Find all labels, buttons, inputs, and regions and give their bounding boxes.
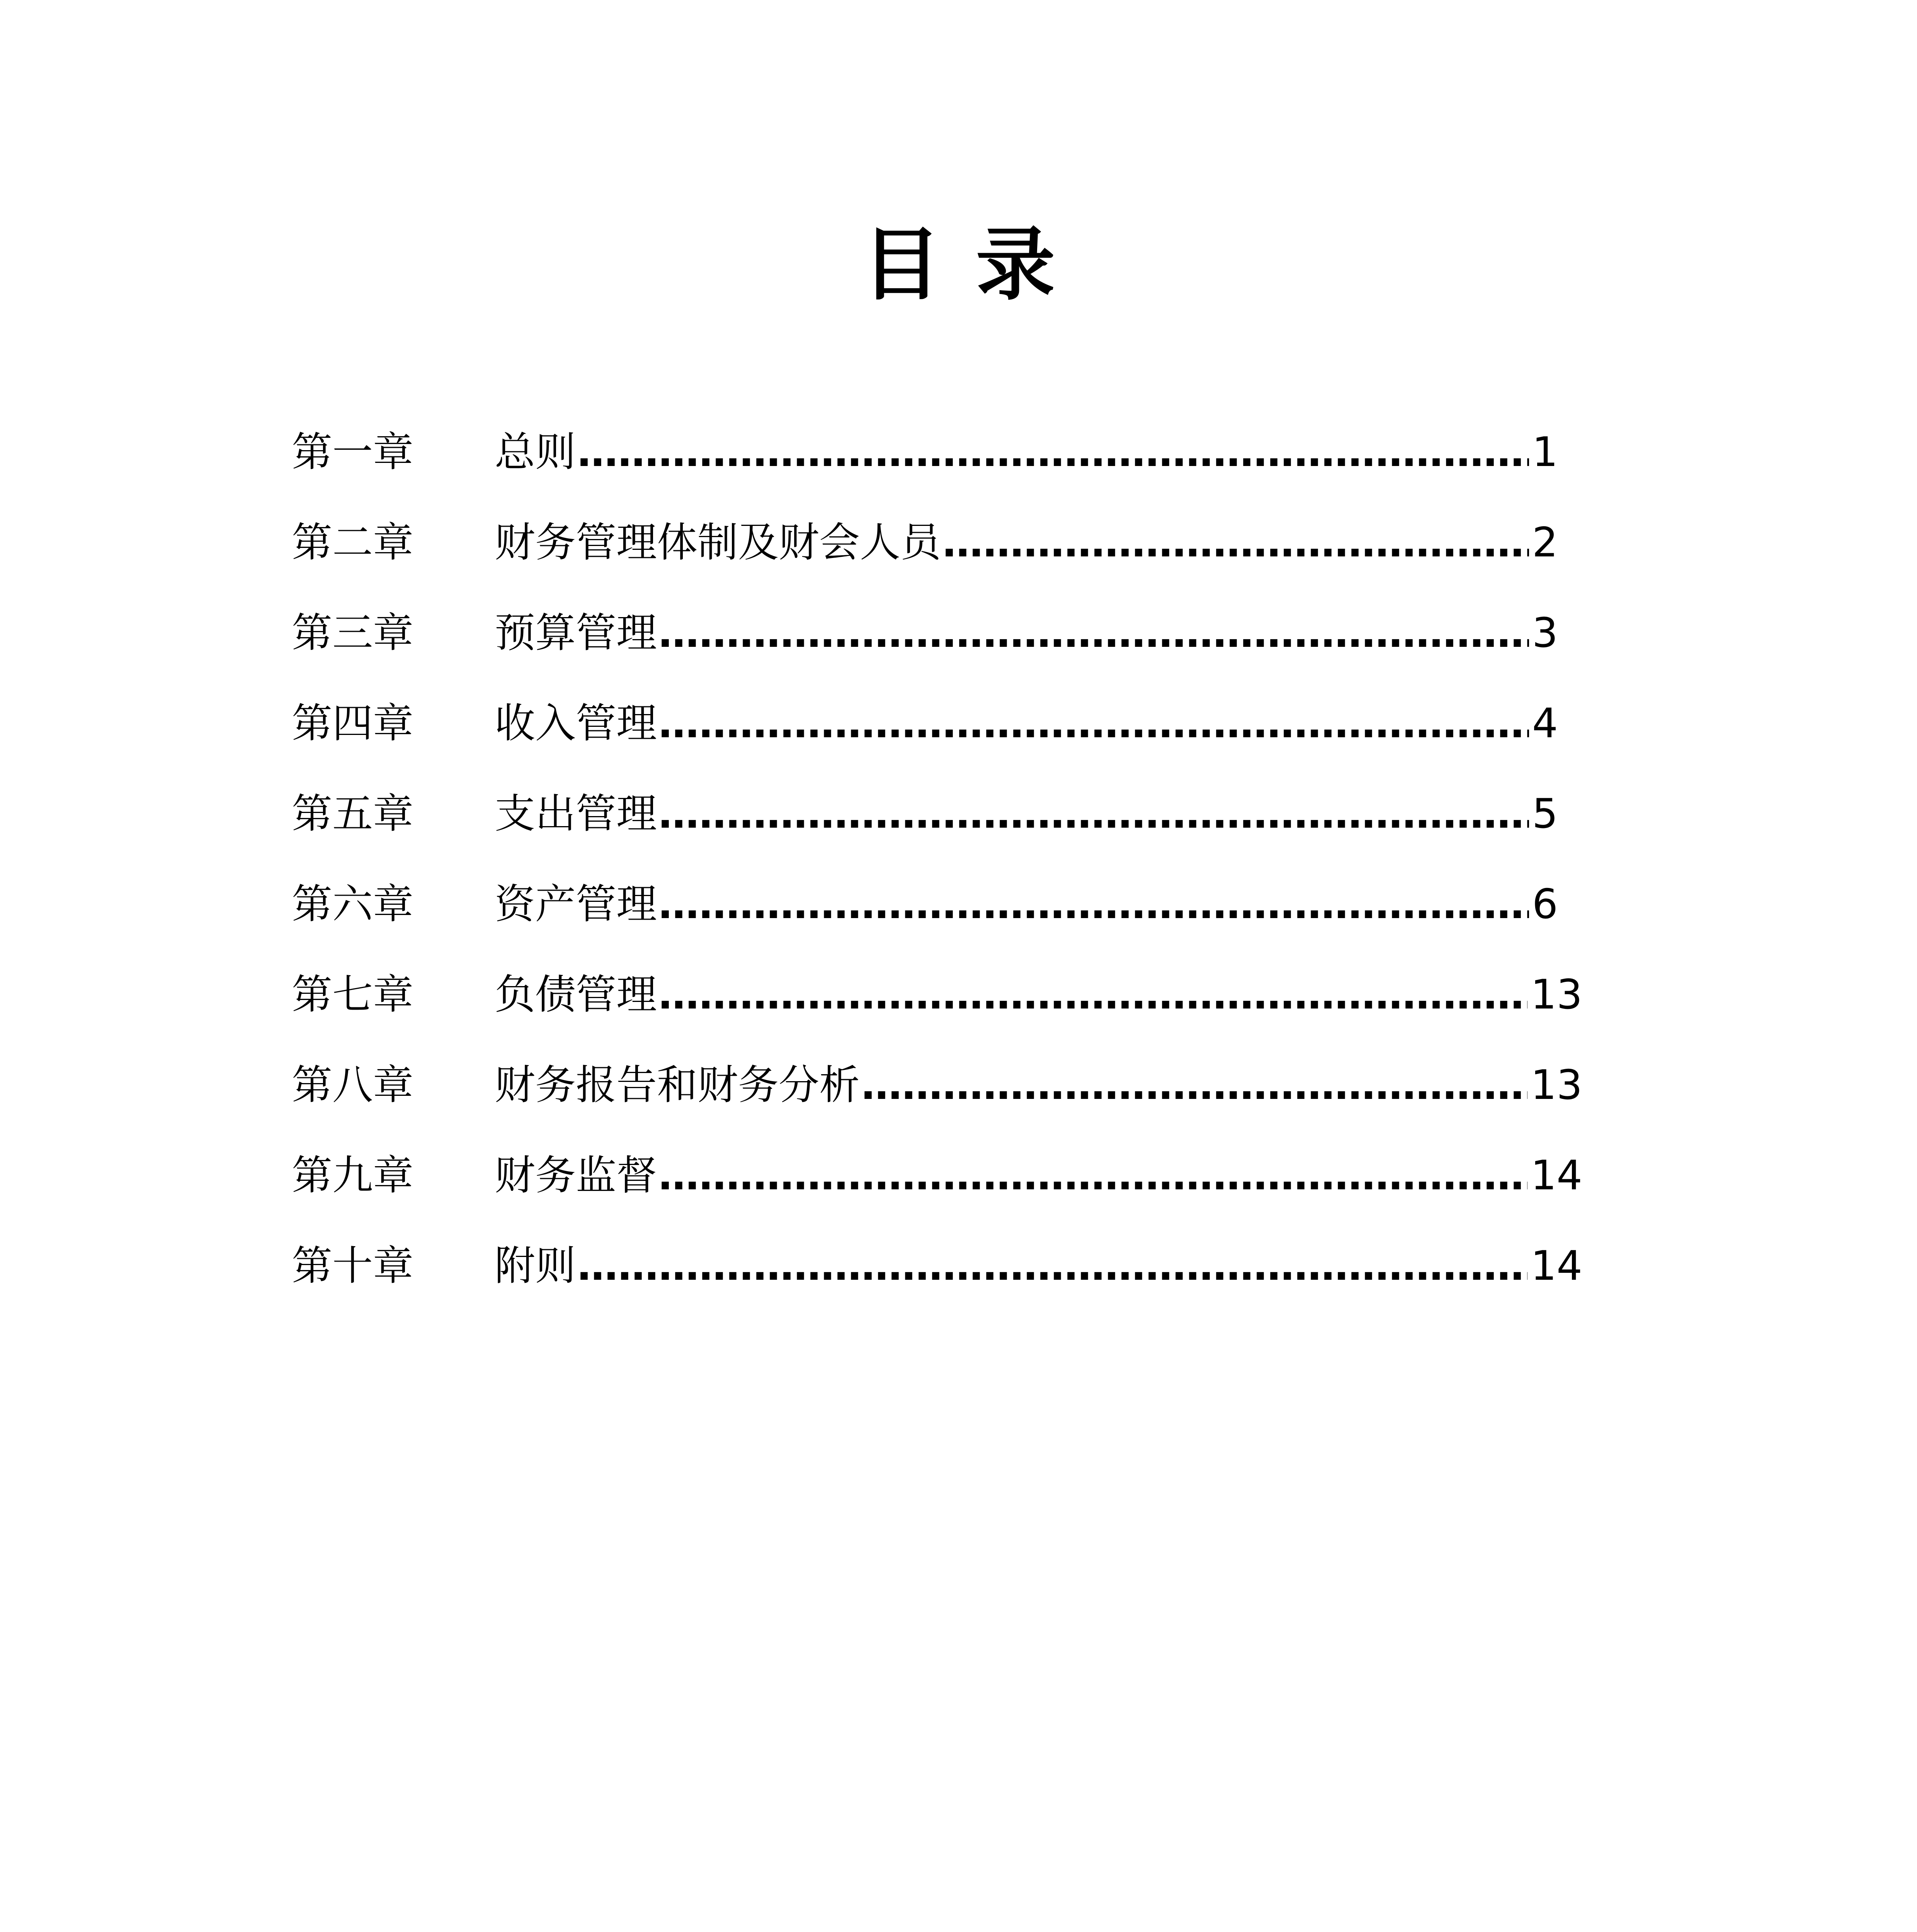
toc-dot-leader <box>577 425 1529 479</box>
toc-chapter-title: 资产管理 <box>495 881 657 928</box>
toc-dot-leader <box>577 1239 1527 1293</box>
toc-page-number: 1 <box>1532 429 1558 476</box>
toc-chapter-title: 财务管理体制及财会人员 <box>495 519 941 566</box>
toc-chapter-number: 第四章 <box>292 700 414 747</box>
toc-entry-chapter-8[interactable] <box>292 1058 1582 1148</box>
toc-chapter-number: 第八章 <box>292 1061 414 1109</box>
toc-dot-leader <box>658 1148 1527 1202</box>
toc-chapter-title: 支出管理 <box>495 790 657 837</box>
toc-page-number: 14 <box>1531 1242 1582 1289</box>
toc-chapter-number: 第九章 <box>292 1152 414 1199</box>
toc-title-char-2: 录 <box>976 218 1055 311</box>
toc-chapter-number: 第二章 <box>292 519 414 566</box>
toc-chapter-title: 财务报告和财务分析 <box>495 1061 860 1109</box>
toc-page-number: 6 <box>1532 881 1558 928</box>
toc-chapter-number: 第十章 <box>292 1242 414 1289</box>
toc-entry-chapter-5[interactable] <box>292 787 1582 877</box>
toc-chapter-title: 财务监督 <box>495 1152 657 1199</box>
toc-dot-leader <box>861 1058 1527 1112</box>
toc-title <box>0 214 1917 315</box>
toc-chapter-number: 第五章 <box>292 790 414 837</box>
toc-chapter-number: 第三章 <box>292 609 414 656</box>
toc-dot-leader <box>658 606 1529 660</box>
toc-chapter-number: 第一章 <box>292 429 414 476</box>
toc-page-number: 2 <box>1532 519 1558 566</box>
toc-chapter-title: 负债管理 <box>495 971 657 1018</box>
toc-entry-chapter-9[interactable] <box>292 1148 1582 1239</box>
toc-page-number: 14 <box>1531 1152 1582 1199</box>
toc-page-number: 13 <box>1531 971 1582 1018</box>
toc-page-number: 3 <box>1532 609 1558 656</box>
toc-dot-leader <box>942 515 1529 570</box>
toc-chapter-title: 总则 <box>495 429 576 476</box>
toc-chapter-number: 第六章 <box>292 881 414 928</box>
toc-chapter-title: 收入管理 <box>495 700 657 747</box>
toc-title-char-1: 目 <box>862 218 941 311</box>
toc-chapter-title: 附则 <box>495 1242 576 1289</box>
toc-entry-chapter-6[interactable] <box>292 877 1582 968</box>
toc-entry-chapter-1[interactable] <box>292 425 1582 515</box>
toc-page-number: 5 <box>1532 790 1558 837</box>
toc-dot-leader <box>658 968 1527 1022</box>
toc-entry-chapter-4[interactable] <box>292 696 1582 787</box>
toc-entry-chapter-10[interactable] <box>292 1239 1582 1329</box>
toc-dot-leader <box>658 696 1529 750</box>
toc-chapter-number: 第七章 <box>292 971 414 1018</box>
toc-dot-leader <box>658 877 1529 931</box>
toc-page-number: 13 <box>1531 1061 1582 1109</box>
toc-entry-chapter-3[interactable] <box>292 606 1582 696</box>
toc-chapter-title: 预算管理 <box>495 609 657 656</box>
toc-entry-chapter-7[interactable] <box>292 968 1582 1058</box>
table-of-contents <box>292 425 1582 1329</box>
toc-page-number: 4 <box>1532 700 1558 747</box>
toc-entry-chapter-2[interactable] <box>292 515 1582 606</box>
toc-dot-leader <box>658 787 1529 841</box>
